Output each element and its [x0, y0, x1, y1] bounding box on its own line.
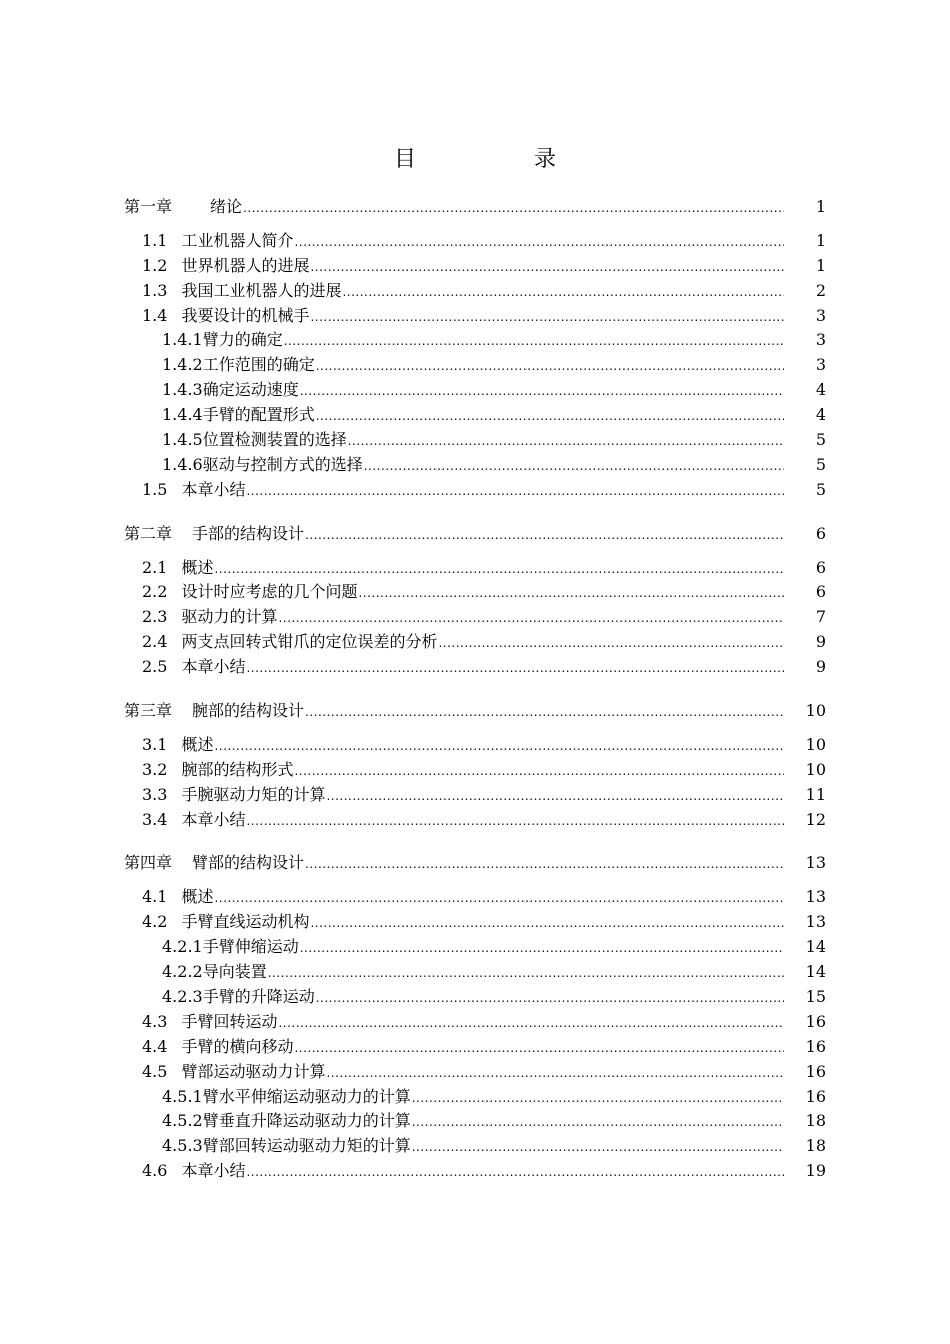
toc-entry-label: 设计时应考虑的几个问题	[181, 582, 358, 602]
toc-entry[interactable]	[124, 629, 826, 654]
toc-entry-page: 3	[815, 355, 826, 375]
toc-entry-label: 臂垂直升降运动驱动力的计算	[202, 1111, 411, 1131]
toc-entry-page: 16	[805, 1061, 826, 1081]
toc-entry-page: 10	[805, 701, 826, 721]
toc-entry-label: 腕部的结构形式	[181, 759, 294, 779]
toc-entry-label: 两支点回转式钳爪的定位误差的分析	[181, 632, 438, 652]
toc-entry-number: 4.5.1	[162, 1086, 203, 1106]
toc-entry[interactable]	[124, 884, 826, 909]
toc-entry[interactable]	[124, 1084, 826, 1109]
toc-entry-label: 概述	[181, 557, 214, 577]
toc-entry[interactable]	[124, 1108, 826, 1133]
toc-entry-number: 4.5	[142, 1061, 168, 1081]
toc-dot-leader	[246, 484, 784, 498]
toc-entry-label: 概述	[181, 887, 214, 907]
toc-entry-page: 13	[805, 853, 826, 873]
toc-entry-page: 15	[805, 986, 826, 1006]
toc-dot-leader	[300, 941, 784, 955]
toc-entry-page: 4	[815, 405, 826, 425]
toc-dot-leader	[438, 636, 784, 650]
toc-dot-leader	[348, 434, 784, 448]
toc-entry[interactable]	[124, 604, 826, 629]
toc-entry-page: 7	[815, 607, 826, 627]
toc-entry-page: 10	[805, 734, 826, 754]
toc-dot-leader	[300, 384, 784, 398]
toc-entry[interactable]	[124, 1059, 826, 1084]
toc-entry-page: 1	[815, 255, 826, 275]
toc-entry-page: 19	[805, 1161, 826, 1181]
toc-entry-number: 1.4.5	[162, 430, 203, 450]
toc-entry[interactable]	[124, 782, 826, 807]
toc-dot-leader	[284, 334, 784, 348]
toc-entry-label: 本章小结	[181, 1161, 246, 1181]
toc-dot-leader	[246, 814, 784, 828]
toc-entry-number: 3.4	[142, 809, 168, 829]
toc-entry-number: 2.4	[142, 632, 168, 652]
toc-entry-page: 13	[805, 912, 826, 932]
toc-entry-number: 1.4.3	[162, 380, 203, 400]
toc-entry-number: 4.1	[142, 887, 168, 907]
toc-entry-number: 4.2.1	[162, 937, 203, 957]
toc-entry-page: 5	[815, 479, 826, 499]
toc-entry[interactable]	[124, 757, 826, 782]
toc-entry-page: 4	[815, 380, 826, 400]
toc-entry-number: 1.5	[142, 479, 168, 499]
toc-entry[interactable]	[124, 477, 826, 502]
toc-entry-label: 手腕驱动力矩的计算	[181, 784, 326, 804]
toc-entry-number: 第一章	[124, 197, 173, 216]
toc-entry-number: 1.4.4	[162, 405, 203, 425]
toc-entry-label: 臂部的结构设计	[192, 853, 305, 873]
toc-dot-leader	[326, 789, 784, 803]
toc-entry-page: 16	[805, 1036, 826, 1056]
toc-entry-page: 5	[815, 454, 826, 474]
toc-entry-number: 2.1	[142, 557, 168, 577]
toc-entry-page: 9	[815, 632, 826, 652]
toc-entry-label: 臂力的确定	[202, 330, 283, 350]
toc-entry-number: 3.2	[142, 759, 168, 779]
toc-entry-label: 我要设计的机械手	[181, 305, 310, 325]
toc-dot-leader	[243, 201, 784, 215]
toc-entry-page: 2	[815, 280, 826, 300]
toc-entry-label: 绪论	[210, 197, 243, 216]
toc-entry-label: 工业机器人简介	[181, 230, 294, 250]
toc-entry[interactable]	[124, 807, 826, 832]
toc-entry-label: 臂部运动驱动力计算	[181, 1061, 326, 1081]
toc-entry-page: 18	[805, 1136, 826, 1156]
toc-dot-leader	[316, 359, 784, 373]
toc-entry[interactable]	[124, 698, 826, 723]
toc-entry[interactable]	[124, 984, 826, 1009]
toc-entry[interactable]	[124, 427, 826, 452]
toc-entry-label: 手臂的横向移动	[181, 1036, 294, 1056]
toc-entry[interactable]	[124, 555, 826, 580]
toc-entry[interactable]	[124, 194, 826, 219]
toc-entry-label: 概述	[181, 734, 214, 754]
toc-dot-leader	[310, 310, 784, 324]
toc-entry-label: 世界机器人的进展	[181, 255, 310, 275]
toc-entry-page: 9	[815, 657, 826, 677]
toc-entry-label: 驱动与控制方式的选择	[202, 454, 363, 474]
toc-dot-leader	[214, 562, 784, 576]
toc-entry-page: 6	[815, 557, 826, 577]
toc-entry-label: 位置检测装置的选择	[202, 430, 347, 450]
toc-entry-page: 10	[805, 759, 826, 779]
toc-entry-label: 本章小结	[181, 479, 246, 499]
toc-entry-number: 4.5.3	[162, 1136, 203, 1156]
toc-entry[interactable]	[124, 959, 826, 984]
toc-dot-leader	[278, 611, 784, 625]
toc-entry-label: 驱动力的计算	[181, 607, 278, 627]
toc-entry-page: 14	[805, 962, 826, 982]
toc-dot-leader	[326, 1066, 784, 1080]
toc-entry-number: 4.2.3	[162, 986, 203, 1006]
toc-entry-number: 1.2	[142, 255, 168, 275]
toc-entry-label: 手臂的配置形式	[202, 405, 315, 425]
toc-entry-label: 手臂直线运动机构	[181, 912, 310, 932]
toc-dot-leader	[364, 459, 784, 473]
toc-entry-page: 3	[815, 305, 826, 325]
toc-dot-leader	[278, 1016, 784, 1030]
toc-entry-page: 13	[805, 887, 826, 907]
toc-entry-number: 第二章	[124, 523, 173, 543]
toc-entry-number: 2.2	[142, 582, 168, 602]
toc-entry[interactable]	[124, 228, 826, 253]
toc-dot-leader	[316, 409, 784, 423]
toc-entry[interactable]	[124, 278, 826, 303]
toc-entry-label: 导向装置	[202, 962, 267, 982]
toc-entry-page: 14	[805, 937, 826, 957]
toc-entry-page: 11	[805, 784, 826, 804]
toc-entry-number: 1.4.2	[162, 355, 203, 375]
toc-entry[interactable]	[124, 909, 826, 934]
toc-entry-label: 手部的结构设计	[192, 523, 305, 543]
toc-dot-leader	[412, 1140, 784, 1154]
toc-dot-leader	[358, 586, 784, 600]
toc-entry-number: 第三章	[124, 701, 173, 721]
toc-entry-number: 3.3	[142, 784, 168, 804]
toc-entry-number: 4.4	[142, 1036, 168, 1056]
toc-dot-leader	[294, 235, 784, 249]
toc-entry[interactable]	[124, 452, 826, 477]
toc-entry[interactable]	[124, 402, 826, 427]
toc-entry-page: 16	[805, 1011, 826, 1031]
toc-dot-leader	[412, 1091, 784, 1105]
toc-entry[interactable]	[124, 1034, 826, 1059]
toc-entry-number: 4.2	[142, 912, 168, 932]
toc-dot-leader	[214, 739, 784, 753]
toc-dot-leader	[214, 891, 784, 905]
toc-entry-page: 6	[815, 523, 826, 543]
toc-entry-number: 4.5.2	[162, 1111, 203, 1131]
toc-entry-page: 18	[805, 1111, 826, 1131]
toc-entry-number: 第四章	[124, 853, 173, 873]
toc-entry-number: 2.3	[142, 607, 168, 627]
toc-entry-page: 3	[815, 330, 826, 350]
toc-entry[interactable]	[124, 377, 826, 402]
toc-dot-leader	[294, 764, 784, 778]
toc-entry-number: 1.4.6	[162, 454, 203, 474]
toc-dot-leader	[310, 916, 784, 930]
toc-entry-label: 手臂的升降运动	[202, 986, 315, 1006]
toc-dot-leader	[246, 1165, 784, 1179]
toc-entry-label: 手臂伸缩运动	[202, 937, 299, 957]
toc-entry-page: 12	[805, 809, 826, 829]
toc-entry-number: 1.4.1	[162, 330, 203, 350]
toc-entry-label: 手臂回转运动	[181, 1011, 278, 1031]
toc-entry-number: 1.1	[142, 230, 168, 250]
toc-entry-label: 工作范围的确定	[202, 355, 315, 375]
toc-entry-number: 4.6	[142, 1161, 168, 1181]
toc-dot-leader	[246, 661, 784, 675]
toc-entry-number: 1.3	[142, 280, 168, 300]
toc-entry-label: 本章小结	[181, 809, 246, 829]
toc-entry-number: 2.5	[142, 657, 168, 677]
toc-entry[interactable]	[124, 934, 826, 959]
toc-dot-leader	[294, 1041, 784, 1055]
toc-entry-page: 16	[805, 1086, 826, 1106]
toc-entry[interactable]	[124, 352, 826, 377]
toc-entry[interactable]	[124, 327, 826, 352]
page-title: 目 录	[393, 147, 604, 172]
toc-entry-label: 臂部回转运动驱动力矩的计算	[202, 1136, 411, 1156]
table-of-contents	[124, 194, 826, 1183]
toc-dot-leader	[305, 857, 784, 871]
toc-entry[interactable]	[124, 1133, 826, 1158]
toc-entry[interactable]	[124, 303, 826, 328]
toc-entry-page: 5	[815, 430, 826, 450]
toc-dot-leader	[412, 1115, 784, 1129]
toc-entry[interactable]	[124, 521, 826, 546]
toc-entry[interactable]	[124, 1009, 826, 1034]
toc-dot-leader	[310, 260, 784, 274]
toc-dot-leader	[305, 528, 784, 542]
toc-entry[interactable]	[124, 1158, 826, 1183]
toc-entry[interactable]	[124, 732, 826, 757]
toc-entry-label: 确定运动速度	[202, 380, 299, 400]
toc-entry-page: 1	[815, 230, 826, 250]
toc-dot-leader	[342, 285, 784, 299]
toc-entry-page: 1	[815, 197, 826, 216]
toc-dot-leader	[268, 966, 784, 980]
toc-entry-label: 腕部的结构设计	[192, 701, 305, 721]
toc-dot-leader	[305, 705, 784, 719]
toc-entry[interactable]	[124, 253, 826, 278]
toc-entry-number: 1.4	[142, 305, 168, 325]
toc-entry-number: 3.1	[142, 734, 168, 754]
toc-entry[interactable]	[124, 654, 826, 679]
toc-entry-label: 臂水平伸缩运动驱动力的计算	[202, 1086, 411, 1106]
toc-entry[interactable]	[124, 579, 826, 604]
toc-dot-leader	[316, 991, 784, 1005]
toc-entry-number: 4.3	[142, 1011, 168, 1031]
toc-entry-number: 4.2.2	[162, 962, 203, 982]
toc-entry-label: 本章小结	[181, 657, 246, 677]
toc-entry[interactable]	[124, 850, 826, 875]
toc-entry-label: 我国工业机器人的进展	[181, 280, 342, 300]
toc-entry-page: 6	[815, 582, 826, 602]
